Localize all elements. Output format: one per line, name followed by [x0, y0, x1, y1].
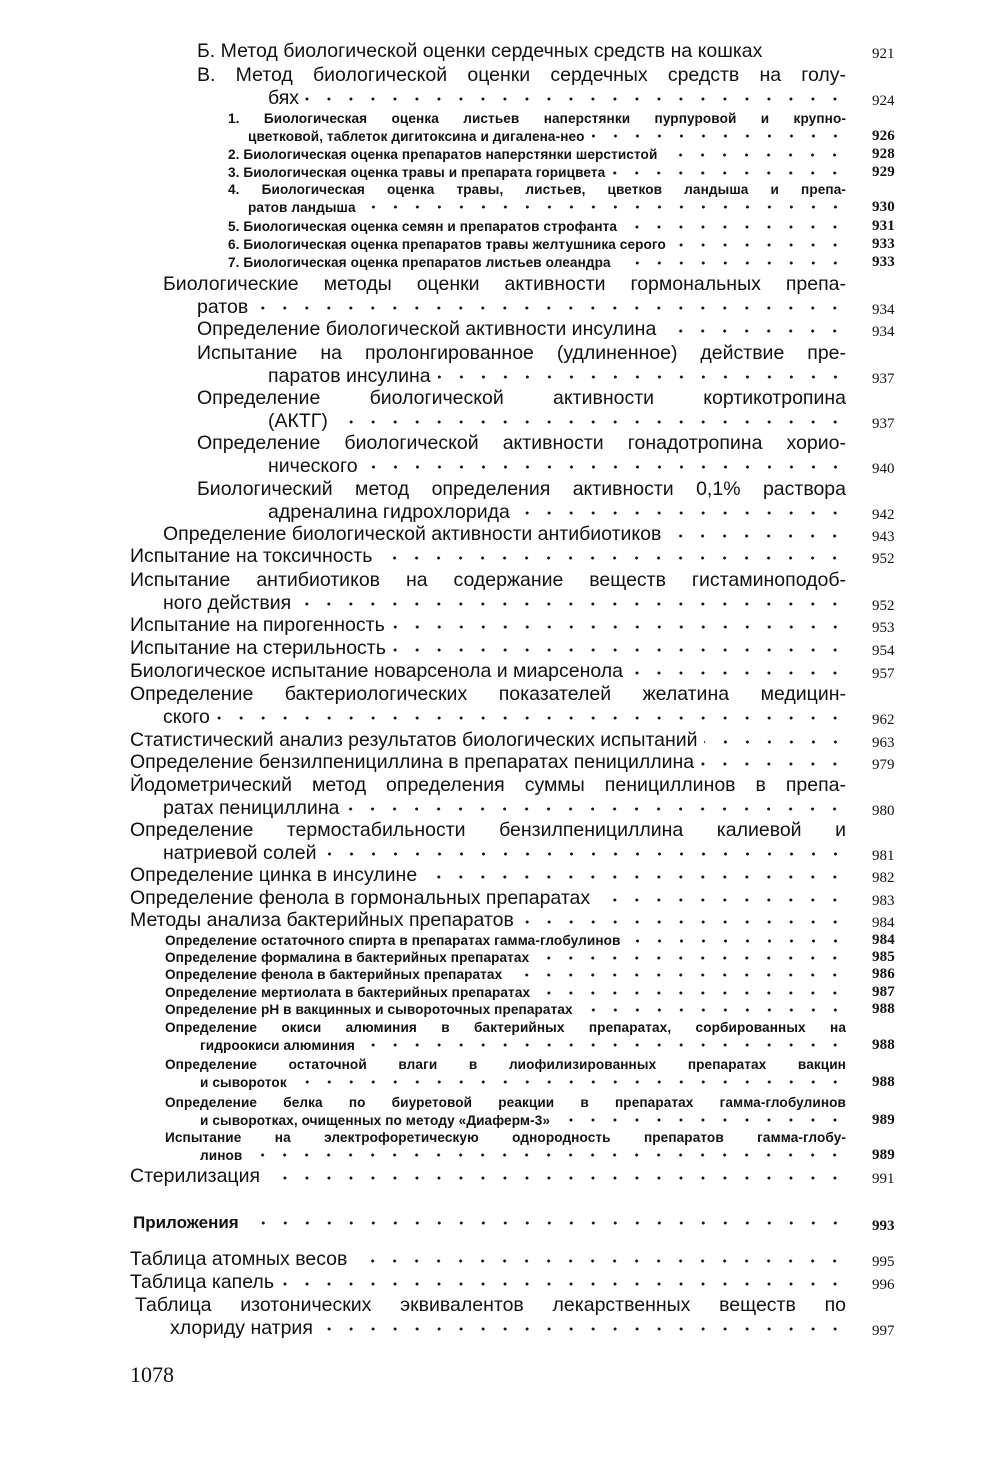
toc-entry-text: гидроокиси алюминия: [200, 1037, 355, 1053]
dot-leader: [662, 318, 846, 338]
toc-page-number: 989: [872, 1146, 895, 1163]
toc-page-number: 982: [872, 870, 895, 886]
toc-page-number: 928: [872, 146, 895, 162]
toc-entry-text: Определение биологической активности кортикотропина: [197, 387, 846, 409]
toc-entry-title-line: [130, 1248, 846, 1271]
toc-entry-title-line: [165, 984, 846, 1002]
toc-page-number: 953: [872, 620, 895, 636]
toc-entry-text: Определение остаточного спирта в препаратах гамма-глобулинов: [165, 933, 621, 948]
toc-entry-title-line: [165, 932, 846, 950]
toc-entry-text: Испытание на электрофоретическую однородность препаратов гамма-глобу-: [165, 1130, 846, 1145]
toc-entry: [0, 545, 1000, 568]
toc-entry: [0, 342, 1000, 387]
toc-entry-title-line: [248, 199, 846, 217]
toc-entry-text: 5. Биологическая оценка семян и препаратов строфанта: [228, 219, 618, 234]
toc-page-number: 985: [872, 949, 895, 965]
toc-entry: [0, 932, 1000, 950]
toc-entry: [0, 1248, 1000, 1271]
toc-entry: [0, 984, 1000, 1002]
dot-leader: [216, 706, 846, 726]
dot-leader: [364, 455, 846, 475]
toc-entry-title-line: [228, 254, 846, 272]
toc-entry: [0, 1294, 1000, 1339]
toc-entry-text: Определение остаточной влаги в лиофилизированных препаратах вакцин: [165, 1057, 846, 1072]
toc-entry-title-line: [197, 296, 846, 319]
toc-entry: [0, 387, 1000, 432]
toc-entry-title-line: [268, 410, 846, 433]
toc-entry-title-line: [200, 1074, 846, 1092]
toc-entry-text: Таблица изотонических эквивалентов лекарственных веществ по: [135, 1294, 846, 1316]
toc-entry-text: бях: [268, 86, 300, 109]
toc-entry-title-line: [197, 40, 846, 63]
toc-entry-text: хлориду натрия: [170, 1316, 313, 1339]
toc-entry: [0, 683, 1000, 728]
toc-entry: [0, 660, 1000, 683]
toc-page-number: 942: [872, 506, 895, 523]
toc-entry: [0, 254, 1000, 272]
toc-entry-text: цветковой, таблеток дигитоксина и дигалена-нео: [248, 128, 585, 144]
dot-leader: [535, 949, 846, 963]
toc-entry: [0, 1165, 1000, 1188]
toc-entry: [0, 110, 1000, 145]
dot-leader: [508, 966, 846, 980]
toc-entry-text: Определение фенола в бактерийных препаратах: [165, 967, 503, 982]
dot-leader: [667, 523, 846, 543]
toc-entry-text: В. Метод биологической оценки сердечных средств на голу-: [197, 64, 846, 86]
dot-leader: [245, 1212, 846, 1229]
toc-entry-title-line: [268, 455, 846, 478]
toc-entry-title-line: [163, 842, 846, 865]
toc-entry-text: Испытание антибиотиков на содержание веществ гистаминоподоб-: [130, 569, 846, 591]
dot-leader: [536, 984, 846, 998]
toc-entry-title-line: [165, 966, 846, 984]
toc-entry-text: и сыворотках, очищенных по методу «Диаферм-3»: [200, 1112, 551, 1128]
dot-leader: [556, 1112, 846, 1126]
toc-entry-text: нического: [268, 454, 358, 477]
toc-entry-text: ного действия: [163, 591, 292, 614]
toc-entry-text: ского: [163, 705, 210, 728]
toc-entry-text: Определение биологической активности инсулина: [197, 318, 657, 340]
dot-leader: [437, 365, 846, 385]
toc-page-number: 952: [872, 551, 895, 567]
toc-entry-text: (АКТГ): [268, 409, 328, 432]
toc-entry-text: Определение белка по биуретовой реакции в препаратах гамма-глобулинов: [165, 1095, 846, 1110]
toc-page-number: 986: [872, 966, 895, 982]
toc-page-number: 988: [872, 1036, 895, 1053]
toc-entry-text: Определение биологической активности антибиотиков: [163, 523, 662, 545]
toc-entry-title-line: [163, 523, 846, 546]
toc-entry-text: Биологический метод определения активности 0,1% раствора: [197, 478, 846, 500]
toc-page-number: 984: [872, 915, 895, 931]
toc-entry: [0, 637, 1000, 660]
dot-leader: [663, 146, 846, 160]
dot-leader: [391, 614, 846, 634]
toc-page-number: 980: [872, 802, 895, 819]
toc-page-number: 931: [872, 218, 895, 234]
toc-entry: [0, 523, 1000, 546]
dot-leader: [378, 545, 846, 565]
dot-leader: [423, 864, 846, 884]
toc-entry-title-line: [268, 501, 846, 524]
toc-page-number: 987: [872, 984, 895, 1000]
toc-entry-title-line: [130, 864, 846, 887]
toc-entry-text: Определение биологической активности гонадотропина хорио-: [197, 432, 846, 454]
toc-entry-title-line: [130, 614, 846, 637]
toc-page-number: 996: [872, 1277, 895, 1293]
toc-page-number: 929: [872, 164, 895, 180]
toc-page-number: 921: [872, 46, 895, 62]
dot-leader: [361, 1037, 846, 1051]
toc-page-number: 952: [872, 597, 895, 614]
toc-entry: [0, 478, 1000, 523]
toc-entry-text: и сывороток: [200, 1074, 287, 1090]
toc-entry: [0, 864, 1000, 887]
dot-leader: [362, 199, 846, 213]
dot-leader: [579, 1001, 846, 1015]
dot-leader: [520, 909, 846, 929]
toc-entry-text: 1. Биологическая оценка листьев наперстянки пурпуровой и крупно-: [228, 111, 846, 126]
toc-entry: [0, 146, 1000, 164]
toc-page-number: 937: [872, 415, 895, 432]
toc-page-number: 930: [872, 198, 895, 215]
toc-entry-text: Таблица капель: [130, 1271, 274, 1293]
toc-entry: [0, 1094, 1000, 1129]
toc-page-number: 962: [872, 711, 895, 728]
toc-entry-title-line: [200, 1112, 846, 1130]
toc-page-number: 943: [872, 529, 895, 545]
dot-leader: [700, 751, 846, 771]
dot-leader: [293, 1074, 846, 1088]
dot-leader: [591, 128, 846, 142]
toc-entry: [0, 819, 1000, 864]
toc-entry-title-line: [248, 128, 846, 146]
toc-entry-text: 3. Биологическая оценка травы и препарата горицвета: [228, 165, 606, 180]
toc-entry-text: Определение термостабильности бензилпенициллина калиевой и: [130, 819, 846, 841]
toc-entry-text: 6. Биологическая оценка препаратов травы желтушника серого: [228, 237, 666, 252]
toc-entry-title-line: [200, 1037, 846, 1055]
toc-entry-text: Определение окиси алюминия в бактерийных препаратах, сорбированных на: [165, 1020, 846, 1035]
toc-entry-text: ратов ландыша: [248, 199, 356, 215]
toc-page-number: 926: [872, 127, 895, 144]
toc-page-number: 993: [872, 1218, 895, 1234]
toc-entry-text: Испытание на стерильность: [130, 637, 386, 659]
toc-entry-text: Определение фенола в гормональных препаратах: [130, 887, 591, 909]
toc-entry-text: Определение формалина в бактерийных препаратах: [165, 950, 530, 965]
toc-page-number: 979: [872, 757, 895, 773]
toc-entry-title-line: [130, 545, 846, 568]
toc-page-number: 937: [872, 370, 895, 387]
toc-entry-text: Статистический анализ результатов биологических испытаний: [130, 729, 698, 751]
toc-entry: [0, 181, 1000, 216]
toc-page-number: 989: [872, 1111, 895, 1128]
toc-entry-title-line: [133, 1212, 846, 1235]
toc-entry-title-line: [165, 1001, 846, 1019]
toc-entry-title-line: [130, 637, 846, 660]
toc-entry-text: Таблица атомных весов: [130, 1248, 348, 1270]
dot-leader: [353, 1248, 846, 1268]
toc-entry: [0, 318, 1000, 341]
toc-entry: [0, 164, 1000, 182]
toc-entry-text: Определение бактериологических показателей желатина медицин-: [130, 683, 846, 705]
toc-page-number: 940: [872, 460, 895, 477]
toc-entry: [0, 1129, 1000, 1164]
dot-leader: [305, 87, 846, 107]
toc-entry-text: Определение pH в вакцинных и сывороточных препаратах: [165, 1002, 573, 1017]
toc-entry: [0, 1001, 1000, 1019]
toc-entry: [0, 64, 1000, 109]
dot-leader: [596, 887, 846, 907]
toc-page-number: 963: [872, 735, 895, 751]
toc-page-number: 991: [872, 1171, 895, 1187]
dot-leader: [704, 729, 846, 749]
dot-leader: [345, 797, 846, 817]
toc-entry-text: 7. Биологическая оценка препаратов листьев олеандра: [228, 255, 611, 270]
toc-entry-title-line: [130, 660, 846, 683]
dot-leader: [334, 410, 846, 430]
toc-entry-title-line: [200, 1147, 846, 1165]
dot-leader: [392, 637, 846, 657]
toc-entry-title-line: [197, 318, 846, 341]
toc-entry-text: Испытание на пролонгированное (удлиненное) действие пре-: [197, 342, 846, 364]
dot-leader: [280, 1271, 846, 1291]
dot-leader: [611, 164, 846, 178]
toc-entry: [0, 774, 1000, 819]
toc-page-number: 934: [872, 301, 895, 318]
toc-entry-text: Определение мертиолата в бактерийных препаратах: [165, 985, 531, 1000]
dot-leader: [254, 296, 846, 316]
toc-entry-text: Стерилизация: [130, 1165, 261, 1187]
dot-leader: [266, 1165, 846, 1185]
toc-entry-text: Методы анализа бактерийных препаратов: [130, 909, 514, 931]
toc-entry-title-line: [228, 164, 846, 182]
toc-entry-title-line: [130, 1165, 846, 1188]
toc-entry: [0, 729, 1000, 752]
dot-leader: [297, 592, 846, 612]
toc-entry-title-line: [130, 909, 846, 932]
toc-entry-text: Б. Метод биологической оценки сердечных средств на кошках: [197, 40, 763, 62]
toc-entry-title-line: [228, 236, 846, 254]
toc-entry: [0, 751, 1000, 774]
toc-entry-text: паратов инсулина: [268, 364, 431, 387]
toc-entry: [0, 1212, 1000, 1235]
toc-entry-title-line: [268, 365, 846, 388]
toc-entry-title-line: [228, 146, 846, 164]
dot-leader: [672, 236, 846, 250]
dot-leader: [319, 1317, 846, 1337]
toc-entry-title-line: [268, 87, 846, 110]
toc-entry-text: ратов: [197, 295, 249, 318]
toc-entry: [0, 909, 1000, 932]
toc-entry: [0, 1271, 1000, 1294]
toc-entry: [0, 887, 1000, 910]
dot-leader: [627, 932, 846, 946]
dot-leader: [516, 501, 846, 521]
toc-entry: [0, 432, 1000, 477]
toc-entry-title-line: [130, 729, 846, 752]
toc-page-number: 988: [872, 1073, 895, 1090]
toc-page-number: 954: [872, 643, 895, 659]
toc-entry-text: Испытание на токсичность: [130, 545, 373, 567]
toc-entry-text: адреналина гидрохлорида: [268, 500, 510, 523]
toc-entry: [0, 966, 1000, 984]
toc-page-number: 995: [872, 1254, 895, 1270]
toc-entry-title-line: [130, 1271, 846, 1294]
toc-entry-text: линов: [200, 1147, 243, 1163]
toc-entry-text: ратах пенициллина: [163, 796, 340, 819]
toc-entry: [0, 273, 1000, 318]
dot-leader: [629, 660, 846, 680]
toc-entry: [0, 569, 1000, 614]
toc-entry-text: натриевой солей: [163, 841, 317, 864]
toc-page-number: 983: [872, 893, 895, 909]
toc-entry-text: 2. Биологическая оценка препаратов наперстянки шерстистой: [228, 147, 658, 162]
toc-entry-text: Биологическое испытание новарсенола и миарсенола: [130, 660, 624, 682]
toc-entry-title-line: [170, 1317, 846, 1340]
toc-entry-title-line: [163, 797, 846, 820]
toc-page-number: 933: [872, 254, 895, 270]
dot-leader: [248, 1147, 846, 1161]
dot-leader: [323, 842, 847, 862]
page-number: 1078: [130, 1362, 174, 1387]
toc-page-number: 934: [872, 324, 895, 340]
toc-entry-text: Определение бензилпенициллина в препаратах пенициллина: [130, 751, 695, 773]
toc-entry-title-line: [130, 887, 846, 910]
toc-entry: [0, 614, 1000, 637]
toc-entry-title-line: [130, 751, 846, 774]
toc-entry-text: Приложения: [133, 1213, 239, 1232]
toc-entry-title-line: [163, 592, 846, 615]
toc-page-number: 981: [872, 847, 895, 864]
toc-page-number: 957: [872, 666, 895, 682]
toc-page-number: 924: [872, 92, 895, 109]
toc-entry: [0, 236, 1000, 254]
toc-entry-text: Определение цинка в инсулине: [130, 864, 418, 886]
toc-entry-text: Биологические методы оценки активности гормональных препа-: [163, 273, 846, 295]
toc-entry-title-line: [163, 706, 846, 729]
toc-entry-text: Йодометрический метод определения суммы пенициллинов в препа-: [130, 774, 846, 796]
dot-leader: [617, 254, 846, 268]
toc-entry-text: Испытание на пирогенность: [130, 614, 385, 636]
toc-entry: [0, 1056, 1000, 1091]
toc-page-number: 933: [872, 236, 895, 252]
toc-entry-title-line: [165, 949, 846, 967]
dot-leader: [623, 218, 846, 232]
toc-entry-text: 4. Биологическая оценка травы, листьев, цветков ландыша и препа-: [228, 182, 846, 197]
toc-entry: [0, 218, 1000, 236]
toc-page-number: 984: [872, 932, 895, 948]
toc-entry-title-line: [228, 218, 846, 236]
toc-page-number: 997: [872, 1322, 895, 1339]
toc-entry: [0, 949, 1000, 967]
toc-page-number: 988: [872, 1001, 895, 1017]
toc-entry: [0, 40, 1000, 63]
toc-entry: [0, 1019, 1000, 1054]
